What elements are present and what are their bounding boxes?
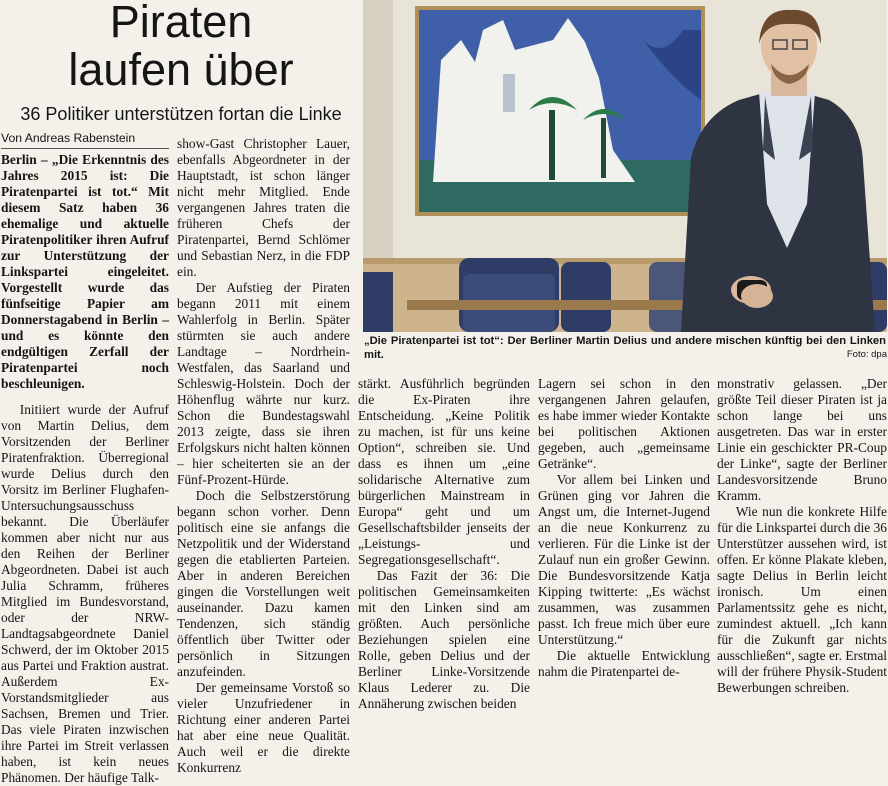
paragraph: Doch die Selbstzerstörung begann schon vorher. Denn politisch eine sie anfangs die Netzpolitik und der Widerstand gegen die etablierten Parteien. Aber in anderen Bereichen gingen die Vorstellungen weit auseinander. Dazu kamen Tendenzen, sich ständig öffentlich über Twitter oder persönlich in Sitzungen anzufeinden. <box>177 488 350 679</box>
paragraph: show-Gast Christopher Lauer, ebenfalls Abgeordneter in der Hauptstadt, ist schon länger nicht mehr Mitglied. Ende vergangenen Jahres traten die früheren Chefs der Piratenpartei, Bernd Schlömer und Sebastian Nerz, in die FDP ein. <box>177 136 350 279</box>
photo-caption: „Die Piratenpartei ist tot“: Der Berliner Martin Delius und andere mischen künftig bei den Linken mit. <box>364 335 886 361</box>
article-column-1 <box>1 152 169 785</box>
paragraph: monstrativ gelassen. „Der größte Teil dieser Piraten ist ja schon lange bei uns ausgetreten. Das war in erster Linie ein geschickter PR-Coup der Linke“, sagte der Berliner Landesvorsitzende Bruno Kramm. <box>717 376 887 503</box>
headline-line-2: laufen über <box>68 44 294 95</box>
photo-illustration <box>363 0 887 332</box>
paragraph: Das Fazit der 36: Die politischen Gemeinsamkeiten mit den Linken sind am größten. Auch persönliche Beziehungen spielen eine Rolle, geben Delius und der Berliner Linke-Vorsitzende Klaus Lederer zu. Die Annäherung zwischen beiden <box>358 568 530 711</box>
byline: Von Andreas Rabenstein <box>1 131 169 149</box>
headline <box>0 0 362 94</box>
article-column-4 <box>538 376 710 679</box>
paragraph: Der gemeinsame Vorstoß so vieler Unzufriedener in Richtung einer anderen Partei hat aber eine neue Qualität. Auch weil er die direkte Konkurrenz <box>177 680 350 775</box>
paragraph: stärkt. Ausführlich begründen die Ex-Piraten ihre Entscheidung. „Keine Politik zu machen, ist für uns keine Option“, schreiben sie. Und dass es ihnen um „eine solidarische Alternative zum bürgerlichen Mainstream in Europa“ geht und um Gesellschaftsbilder jenseits der „Leistungs- und Segregationsgesellschaft“. <box>358 376 530 567</box>
article-column-2 <box>177 136 350 775</box>
article-column-5 <box>717 376 887 695</box>
article-photo <box>363 0 887 332</box>
headline-line-1: Piraten <box>109 0 253 47</box>
paragraph: Wie nun die konkrete Hilfe für die Linkspartei durch die 36 Unterstützer aussehen wird, ist offen. Er könne Plakate kleben, sagte Delius in Berlin leicht ironisch. Um einen Parlamentssitz gehe es nicht, zumindest aktuell. „Ich kann für die Zukunft gar nichts ausschließen“, sagte er. Erstmal will der frühere Physik-Student Bewerbungen schreiben. <box>717 504 887 695</box>
article-column-3 <box>358 376 530 711</box>
paragraph: Lagern sei schon in den vergangenen Jahren gelaufen, es habe immer wieder Kontakte bei politischen Aktionen gegeben, auch „gemeinsame Getränke“. <box>538 376 710 471</box>
lead-paragraph: Berlin – „Die Erkenntnis des Jahres 2015 ist: Die Piratenpartei ist tot.“ Mit diesem Satz haben 36 ehemalige und aktuelle Piratenpolitiker ihren Aufruf zur Unterstützung der Linkspartei eingeleitet. Vorgestellt wurde das fünfseitige Papier am Donnerstagabend in Berlin – und es könnte den endgültigen Zerfall der Piratenpartei noch beschleunigen. <box>1 152 169 391</box>
paragraph: Der Aufstieg der Piraten begann 2011 mit einem Wahlerfolg in Berlin. Später stürmten sie auch andere Landtage – Nordrhein-Westfalen, das Saarland und Schleswig-Holstein. Doch der Höhenflug währte nur kurz. Schon die Bundestagswahl 2013 zeigte, dass sie ihren Erfolgskurs nicht halten können – hier scheiterten sie an der Fünf-Prozent-Hürde. <box>177 280 350 487</box>
paragraph: Vor allem bei Linken und Grünen ging vor Jahren die Angst um, die Internet-Jugend an die neue Konkurrenz zu verlieren. Für die Linke ist der Zulauf nun ein großer Gewinn. Die Bundesvorsitzende Katja Kipping twitterte: „Es wächst zusammen, was zusammen passt. Ich freue mich über eure Unterstützung.“ <box>538 472 710 647</box>
subheadline: 36 Politiker unterstützen fortan die Linke <box>20 104 342 124</box>
photo-credit: Foto: dpa <box>846 349 887 360</box>
paragraph: Initiiert wurde der Aufruf von Martin Delius, dem Vorsitzenden der Berliner Piratenfraktion. Überregional wurde Delius durch den Vorsitz im Berliner Flughafen-Untersuchungsausschuss bekannt. Die Überläufer kommen aber nicht nur aus den Reihen der Berliner Abgeordneten. Dabei ist auch Julia Schramm, früheres Mitglied im Bundesvorstand, oder der NRW-Landtagsabgeordnete Daniel Schwerd, der im Oktober 2015 aus Partei und Fraktion austrat. Außerdem Ex-Vorstandsmitglieder aus Sachsen, Bremen und Trier. Das viele Piraten inzwischen ihre Partei im Streit verlassen haben, ist kein neues Phänomen. Der häufige Talk- <box>1 402 169 785</box>
paragraph: Die aktuelle Entwicklung nahm die Piratenpartei de- <box>538 648 710 679</box>
